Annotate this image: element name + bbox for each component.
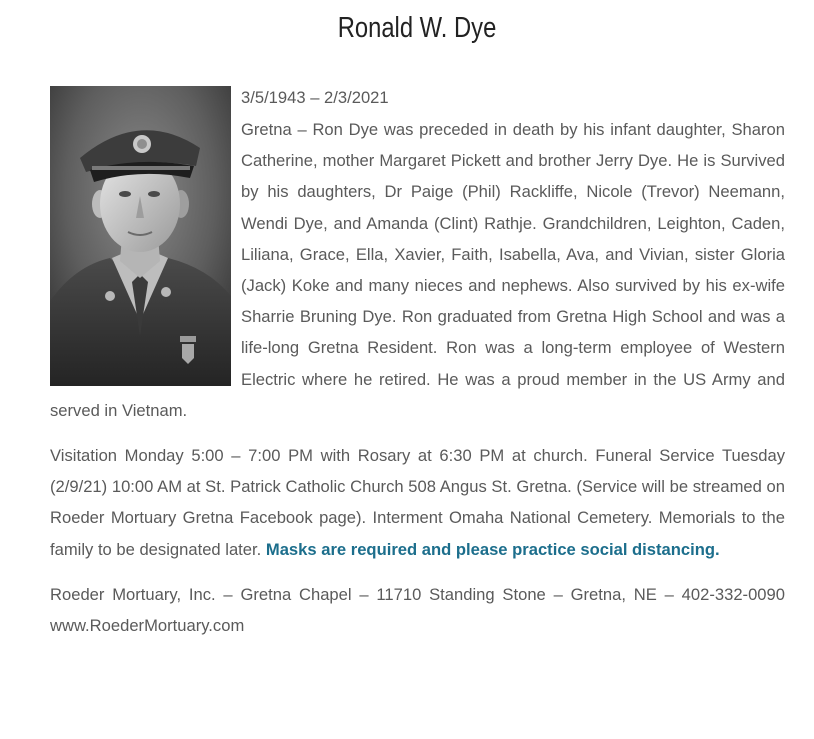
obituary-article <box>50 86 785 641</box>
mask-notice: Masks are required and please practice social distancing. <box>265 539 720 559</box>
portrait-image <box>50 86 231 386</box>
service-details: Visitation Monday 5:00 – 7:00 PM with Rosary at 6:30 PM at church. Funeral Service Tuesday (2/9/21) 10:00 AM at St. Patrick Catholic Church 508 Angus St. Gretna. (Service will be streamed on Roeder Mortuary Gretna Facebook page). Interment Omaha National Cemetery. Memorials to the family to be designated later. <box>50 446 785 559</box>
portrait-photo <box>50 86 231 386</box>
obituary-bio: Gretna – Ron Dye was preceded in death by his infant daughter, Sharon Catherine, mother Margaret Pickett and brother Jerry Dye. He is Survived by his daughters, Dr Paige (Phil) Rackliffe, Nicole (Trevor) Neemann, Wendi Dye, and Amanda (Clint) Rathje. Grandchildren, Leighton, Caden, Liliana, Grace, Ella, Xavier, Faith, Isabella, Ava, and Vivian, sister Gloria (Jack) Koke and many nieces and nephews. Also survived by his ex-wife Sharrie Bruning Dye. Ron graduated from Gretna High School and was a life-long Gretna Resident. Ron was a long-term employee of Western Electric where he retired. He was a proud member in the US Army and served in Vietnam. <box>50 120 785 420</box>
service-info <box>50 440 785 565</box>
life-dates: 3/5/1943 – 2/3/2021 <box>241 88 389 107</box>
mortuary-footer: Roeder Mortuary, Inc. – Gretna Chapel – 11710 Standing Stone – Gretna, NE – 402-332-0090 www.RoederMortuary.com <box>50 584 785 636</box>
page-title: Ronald W. Dye <box>337 12 497 44</box>
